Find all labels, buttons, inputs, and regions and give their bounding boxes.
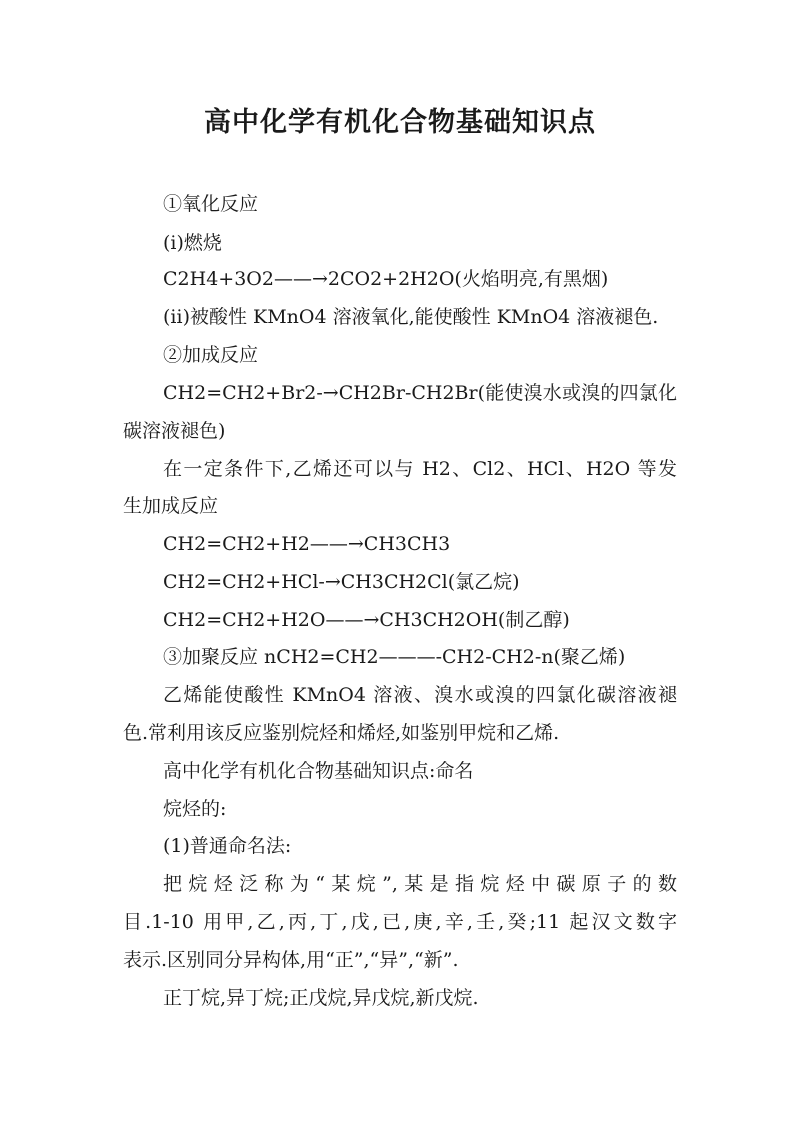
text-line-bromine-addition-cont: 碳溶液褪色): [123, 420, 226, 442]
text-line-common-naming: (1)普通命名法:: [163, 835, 292, 857]
text-line-naming-rule-cont: 目.1-10 用甲,乙,丙,丁,戊,已,庚,辛,壬,癸;11 起汉文数字: [123, 911, 677, 933]
text-line-naming-rule: 把烷烃泛称为“某烷”,某是指烷烃中碳原子的数: [163, 873, 677, 895]
text-line-bromine-addition: CH2=CH2+Br2-→CH2Br-CH2Br(能使溴水或溴的四氯化: [163, 382, 677, 404]
text-line-conditions-cont: 生加成反应: [123, 495, 219, 517]
text-line-addition-heading: ②加成反应: [163, 344, 259, 366]
text-line-kmno4-oxidation: (ⅱ)被酸性 KMnO4 溶液氧化,能使酸性 KMnO4 溶液褪色.: [163, 306, 659, 328]
text-line-hcl-addition: CH2=CH2+HCl-→CH3CH2Cl(氯乙烷): [163, 571, 520, 593]
text-line-oxidation-heading: ①氧化反应: [163, 193, 259, 215]
text-line-isomer-distinction: 表示.区别同分异构体,用“正”,“异”,“新”.: [123, 949, 459, 971]
text-line-ethylene-test: 乙烯能使酸性 KMnO4 溶液、溴水或溴的四氯化碳溶液褪: [163, 684, 677, 706]
text-line-hydrogen-addition: CH2=CH2+H2——→CH3CH3: [163, 533, 451, 555]
text-line-polymerization: ③加聚反应 nCH2=CH2———-CH2-CH2-n(聚乙烯): [163, 646, 626, 668]
document-title: 高中化学有机化合物基础知识点: [204, 107, 596, 138]
text-line-isomer-examples: 正丁烷,异丁烷;正戊烷,异戊烷,新戊烷.: [163, 987, 479, 1009]
text-line-combustion: (ⅰ)燃烧: [163, 232, 222, 254]
text-line-combustion-equation: C2H4+3O2——→2CO2+2H2O(火焰明亮,有黑烟): [163, 268, 609, 290]
text-line-conditions: 在一定条件下,乙烯还可以与 H2、Cl2、HCl、H2O 等发: [163, 458, 677, 480]
text-line-naming-heading: 高中化学有机化合物基础知识点:命名: [163, 760, 474, 782]
text-line-alkanes: 烷烃的:: [163, 798, 227, 820]
text-line-ethylene-test-cont: 色.常利用该反应鉴别烷烃和烯烃,如鉴别甲烷和乙烯.: [123, 722, 560, 744]
text-line-water-addition: CH2=CH2+H2O——→CH3CH2OH(制乙醇): [163, 609, 570, 631]
